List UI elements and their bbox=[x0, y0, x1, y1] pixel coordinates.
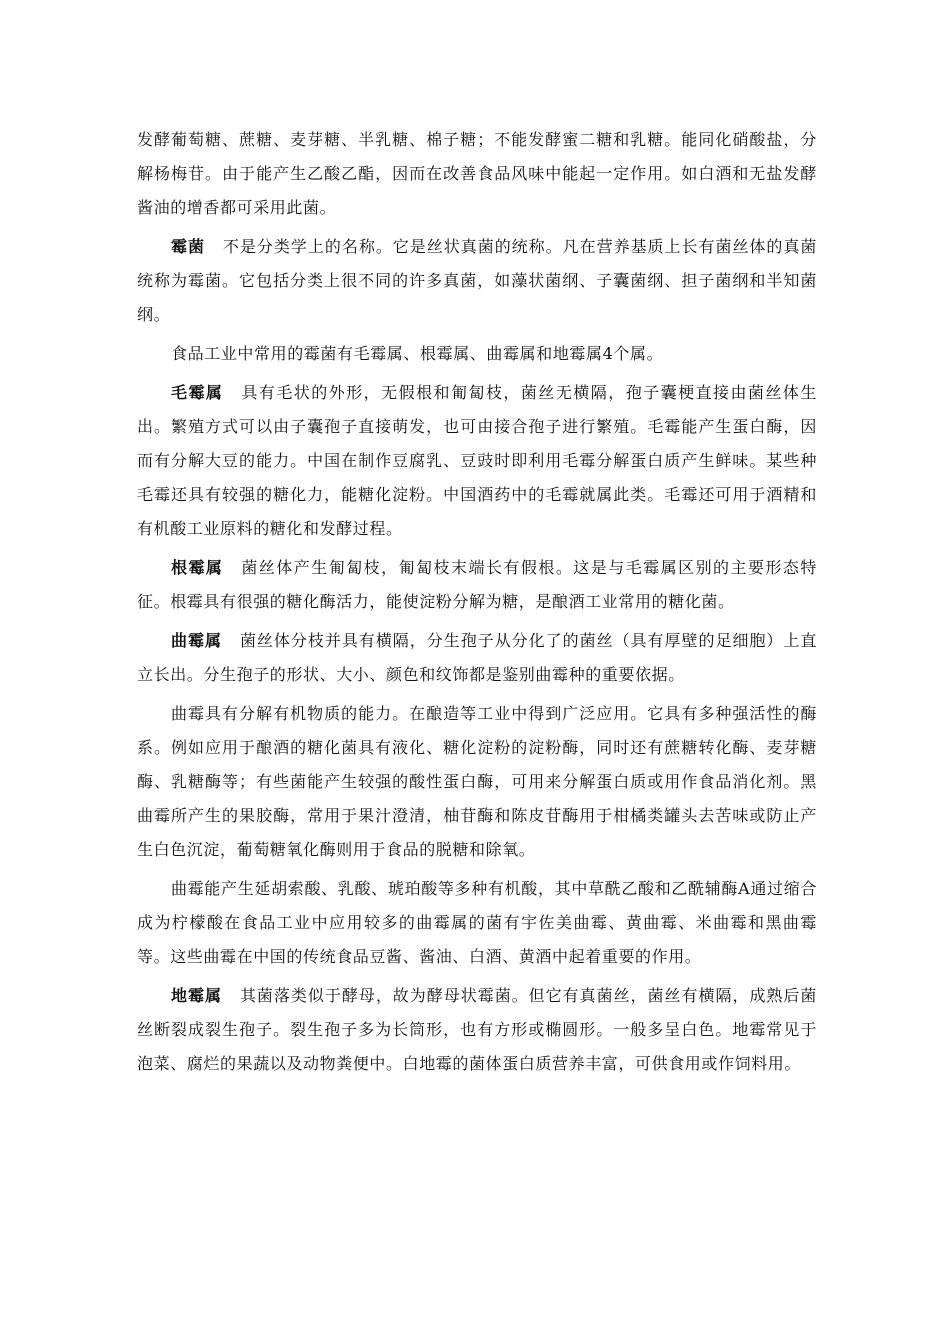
paragraph-aspergillus bbox=[137, 624, 817, 692]
paragraph-geotrichum bbox=[137, 979, 817, 1081]
paragraph-text: 食品工业中常用的霉菌有毛霉属、根霉属、曲霉属和地霉属4个属。 bbox=[171, 344, 664, 363]
paragraph-common-molds bbox=[137, 337, 817, 371]
term-geotrichum: 地霉属 bbox=[171, 986, 222, 1005]
paragraph-text: 发酵葡萄糖、蔗糖、麦芽糖、半乳糖、棉子糖；不能发酵蜜二糖和乳糖。能同化硝酸盐，分解杨梅苷。由于能产生乙酸乙酯，因而在改善食品风味中能起一定作用。如白酒和无盐发酵酱油的增香都可采用此菌。 bbox=[137, 130, 817, 217]
paragraph-text: 曲霉具有分解有机物质的能力。在酿造等工业中得到广泛应用。它具有多种强活性的酶系。例如应用于酿酒的糖化菌具有液化、糖化淀粉的淀粉酶，同时还有蔗糖转化酶、麦芽糖酶、乳糖酶等；有些菌能产生较强的酸性蛋白酶，可用来分解蛋白质或用作食品消化剂。黑曲霉所产生的果胶酶，常用于果汁澄清，柚苷酶和陈皮苷酶用于柑橘类罐头去苦味或防止产生白色沉淀，葡萄糖氧化酶则用于食品的脱糖和除氧。 bbox=[137, 704, 817, 859]
paragraph-text: 不是分类学上的名称。它是丝状真菌的统称。凡在营养基质上长有菌丝体的真菌统称为霉菌。它包括分类上很不同的许多真菌，如藻状菌纲、子囊菌纲、担子菌纲和半知菌纲。 bbox=[137, 237, 817, 324]
paragraph-aspergillus-enzymes bbox=[137, 697, 817, 867]
paragraph-text: 其菌落类似于酵母，故为酵母状霉菌。但它有真菌丝，菌丝有横隔，成熟后菌丝断裂成裂生孢子。裂生孢子多为长筒形，也有方形或椭圆形。一般多呈白色。地霉常见于泡菜、腐烂的果蔬以及动物粪便中。白地霉的菌体蛋白质营养丰富，可供食用或作饲料用。 bbox=[137, 986, 817, 1073]
term-aspergillus: 曲霉属 bbox=[171, 631, 222, 650]
paragraph-mucor bbox=[137, 376, 817, 546]
paragraph-mold bbox=[137, 230, 817, 332]
paragraph-text: 菌丝体产生匍匐枝，匍匐枝末端长有假根。这是与毛霉属区别的主要形态特征。根霉具有很强的糖化酶活力，能使淀粉分解为糖，是酿酒工业常用的糖化菌。 bbox=[137, 558, 817, 611]
paragraph-rhizopus bbox=[137, 551, 817, 619]
paragraph-text: 曲霉能产生延胡索酸、乳酸、琥珀酸等多种有机酸，其中草酰乙酸和乙酰辅酶A通过缩合成为柠檬酸在食品工业中应用较多的曲霉属的菌有宇佐美曲霉、黄曲霉、米曲霉和黑曲霉等。这些曲霉在中国的传统食品豆酱、酱油、白酒、黄酒中起着重要的作用。 bbox=[137, 879, 817, 966]
term-rhizopus: 根霉属 bbox=[171, 558, 224, 577]
paragraph-aspergillus-acids bbox=[137, 872, 817, 974]
paragraph-text: 菌丝体分枝并具有横隔，分生孢子从分化了的菌丝（具有厚壁的足细胞）上直立长出。分生孢子的形状、大小、颜色和纹饰都是鉴别曲霉种的重要依据。 bbox=[137, 631, 817, 684]
term-mold: 霉菌 bbox=[171, 237, 205, 256]
term-mucor: 毛霉属 bbox=[171, 383, 224, 402]
document-body bbox=[137, 123, 817, 1086]
paragraph-text: 具有毛状的外形，无假根和匍匐枝，菌丝无横隔，孢子囊梗直接由菌丝体生出。繁殖方式可以由子囊孢子直接萌发，也可由接合孢子进行繁殖。毛霉能产生蛋白酶，因而有分解大豆的能力。中国在制作豆腐乳、豆豉时即利用毛霉分解蛋白质产生鲜味。某些种毛霉还具有较强的糖化力，能糖化淀粉。中国酒药中的毛霉就属此类。毛霉还可用于酒精和有机酸工业原料的糖化和发酵过程。 bbox=[137, 383, 817, 538]
paragraph-yeast-continued bbox=[137, 123, 817, 225]
